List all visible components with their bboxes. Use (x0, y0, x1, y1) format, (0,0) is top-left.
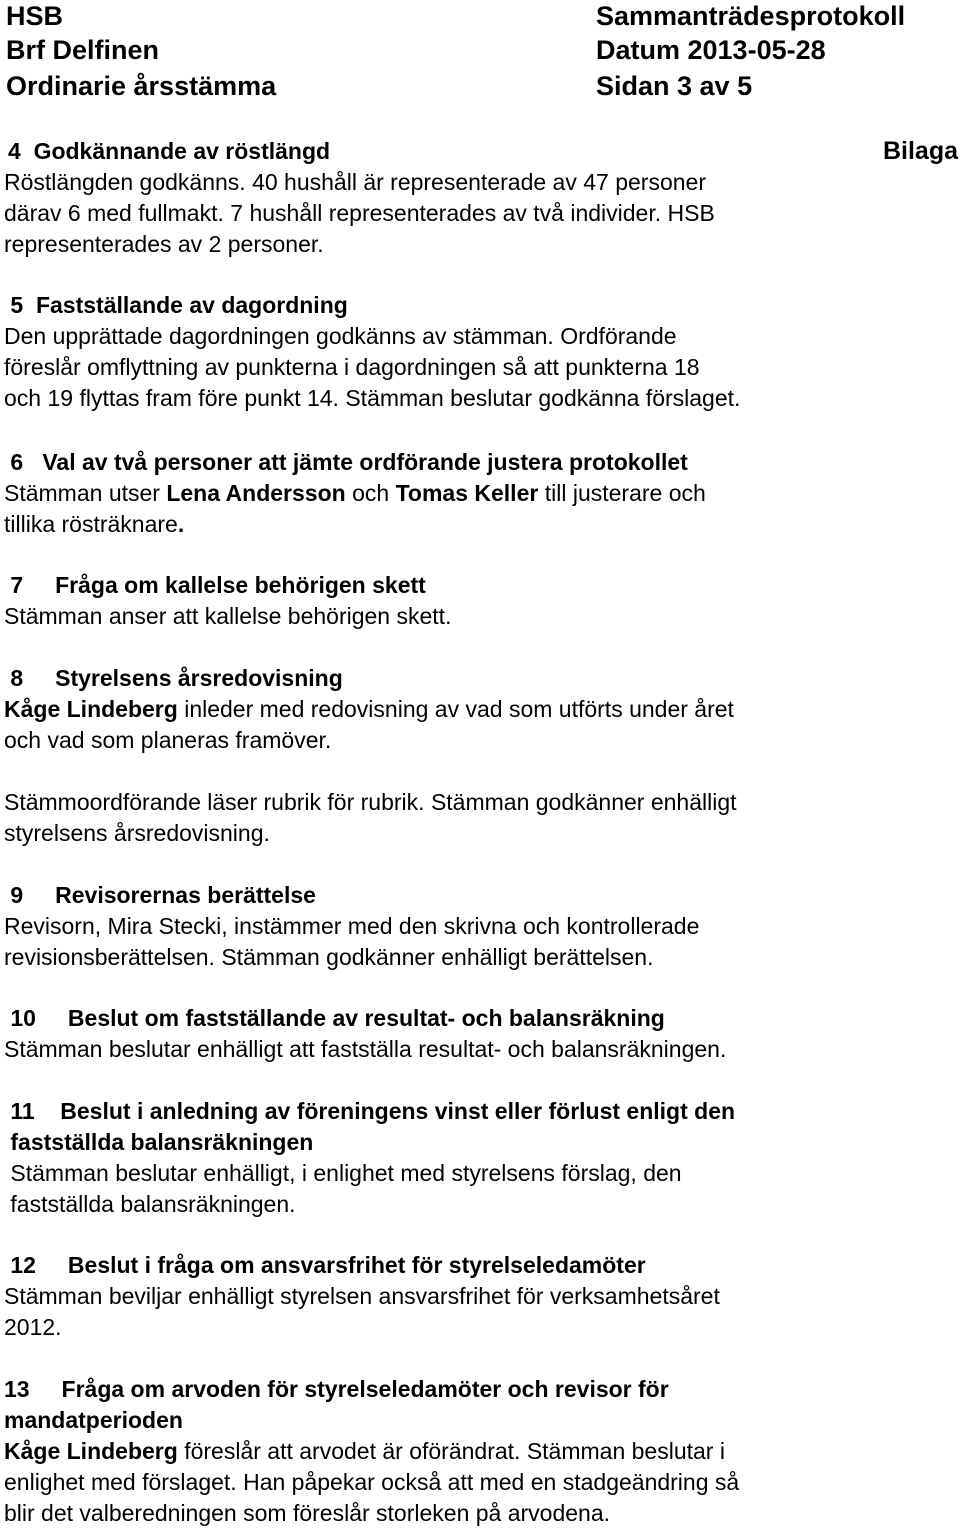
section-text-line: därav 6 med fullmakt. 7 hushåll representerades av två individer. HSB (4, 200, 715, 226)
page-number: Sidan 3 av 5 (596, 71, 753, 101)
section-title: 9 Revisorernas berättelse (4, 882, 316, 908)
section-8 (4, 663, 904, 849)
section-title: 8 Styrelsens årsredovisning (4, 665, 343, 691)
section-4 (4, 136, 904, 260)
section-7 (4, 570, 904, 632)
section-title: 10 Beslut om fastställande av resultat- och balansräkning (4, 1005, 665, 1031)
section-text-line: blir det valberedningen som föreslår storleken på arvodena. (4, 1500, 611, 1526)
person-name: Kåge Lindeberg (4, 696, 178, 722)
text-run: föreslår att arvodet är oförändrat. Stämman beslutar i (177, 1438, 725, 1464)
person-name: Lena Andersson (166, 480, 346, 506)
section-text-line: Stämman beslutar enhälligt, i enlighet med styrelsens förslag, den (4, 1160, 682, 1186)
section-text-line: representerades av 2 personer. (4, 231, 324, 257)
section-text-line: Röstlängden godkänns. 40 hushåll är representerade av 47 personer (4, 169, 706, 195)
section-text-line: Stämman beviljar enhälligt styrelsen ansvarsfrihet för verksamhetsåret (4, 1283, 720, 1309)
document-type: Sammanträdesprotokoll (596, 1, 906, 31)
meeting-type: Ordinarie årsstämma (6, 71, 277, 101)
section-9 (4, 880, 904, 973)
section-text-line: och 19 flyttas fram före punkt 14. Stämman beslutar godkänna förslaget. (4, 385, 741, 411)
text-run: Stämman utser (4, 480, 167, 506)
section-6 (4, 447, 904, 540)
section-title: fastställda balansräkningen (4, 1129, 314, 1155)
person-name: Tomas Keller (395, 480, 539, 506)
section-text-line (4, 1436, 904, 1467)
text-run: till justerare och (538, 480, 706, 506)
section-text-line: och vad som planeras framöver. (4, 727, 332, 753)
section-12 (4, 1250, 904, 1343)
section-title: 7 Fråga om kallelse behörigen skett (4, 572, 426, 598)
section-title: 4 Godkännande av röstlängd (8, 138, 331, 164)
section-text-line: fastställda balansräkningen. (4, 1191, 296, 1217)
section-text-line (4, 478, 904, 509)
section-title: 12 Beslut i fråga om ansvarsfrihet för styrelseledamöter (4, 1252, 646, 1278)
org-name: HSB (6, 1, 64, 31)
section-text-line: revisionsberättelsen. Stämman godkänner enhälligt berättelsen. (4, 944, 654, 970)
section-title: 5 Fastställande av dagordning (4, 292, 348, 318)
association-name: Brf Delfinen (6, 35, 160, 65)
section-text-line: Den upprättade dagordningen godkänns av stämman. Ordförande (4, 323, 677, 349)
section-title: 13 Fråga om arvoden för styrelseledamöter och revisor för (4, 1376, 669, 1402)
section-text-line: Revisorn, Mira Stecki, instämmer med den skrivna och kontrollerade (4, 913, 700, 939)
section-text-line: Stämmoordförande läser rubrik för rubrik. Stämman godkänner enhälligt (4, 789, 737, 815)
section-text-line: 2012. (4, 1314, 62, 1340)
section-text-line: styrelsens årsredovisning. (4, 820, 270, 846)
meeting-date: Datum 2013-05-28 (596, 35, 826, 65)
section-text-line: föreslår omflyttning av punkterna i dagordningen så att punkterna 18 (4, 354, 700, 380)
text-run: . (177, 511, 185, 537)
section-13 (4, 1374, 904, 1529)
section-text-line (4, 509, 904, 540)
section-5 (4, 290, 904, 414)
section-title: mandatperioden (4, 1407, 183, 1433)
attachment-label: Bilaga (882, 137, 958, 165)
section-text-line (4, 694, 904, 725)
section-text-line: Stämman anser att kallelse behörigen skett. (4, 603, 452, 629)
section-text-line: Stämman beslutar enhälligt att fastställa resultat- och balansräkningen. (4, 1036, 727, 1062)
section-10 (4, 1003, 904, 1065)
section-title: 11 Beslut i anledning av föreningens vinst eller förlust enligt den (4, 1098, 736, 1124)
text-run: och (345, 480, 396, 506)
section-text-line: enlighet med förslaget. Han påpekar också att med en stadgeändring så (4, 1469, 740, 1495)
section-11 (4, 1096, 904, 1220)
page-header (0, 0, 960, 110)
person-name: Kåge Lindeberg (4, 1438, 178, 1464)
text-run: tillika rösträknare (4, 511, 178, 537)
section-title: 6 Val av två personer att jämte ordförande justera protokollet (4, 449, 688, 475)
text-run: inleder med redovisning av vad som utförts under året (177, 696, 734, 722)
